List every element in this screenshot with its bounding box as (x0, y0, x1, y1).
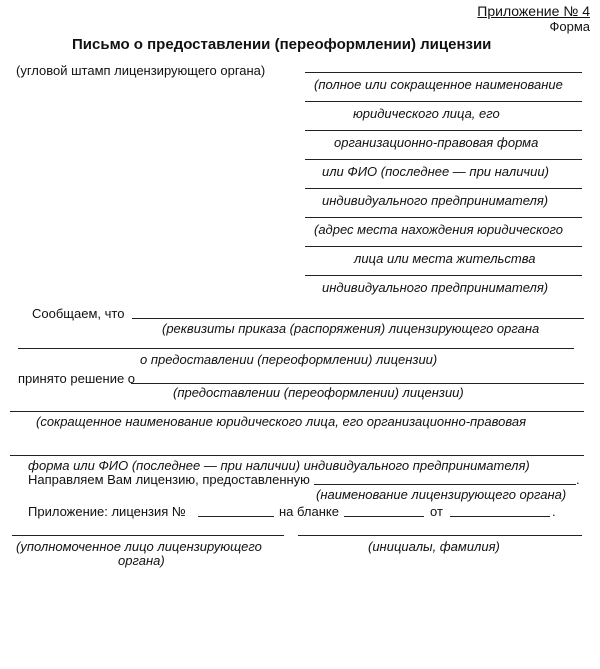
from-label: от (430, 504, 443, 519)
blank-number-line (344, 516, 424, 517)
name-signature-line (298, 535, 582, 536)
stamp-label: (угловой штамп лицензирующего органа) (16, 63, 266, 78)
decision-line (131, 383, 584, 384)
attachment-period: . (552, 504, 556, 519)
addressee-hint: индивидуального предпринимателя) (322, 280, 549, 295)
official-hint-2: органа) (118, 553, 165, 568)
addressee-line (305, 188, 582, 189)
form-label: Форма (549, 19, 590, 34)
licensee-name-line (10, 411, 584, 412)
licensee-name-hint: (сокращенное наименование юридического лица, его организационно-правовая (36, 414, 527, 429)
decision-hint: (предоставлении (переоформлении) лицензии) (173, 385, 464, 400)
addressee-line (305, 246, 582, 247)
addressee-hint: (адрес места нахождения юридического (314, 222, 563, 237)
send-hint: (наименование лицензирующего органа) (316, 487, 567, 502)
inform-label: Сообщаем, что (32, 306, 125, 321)
official-signature-line (12, 535, 284, 536)
licensing-authority-line (314, 484, 576, 485)
order-details-line (132, 318, 584, 319)
addressee-hint: организационно-правовая форма (334, 135, 539, 150)
licensee-name-hint-2: форма или ФИО (последнее — при наличии) индивидуального предпринимателя) (28, 458, 530, 473)
send-label: Направляем Вам лицензию, предоставленную (28, 472, 310, 487)
addressee-line (305, 72, 582, 73)
order-hint-2: о предоставлении (переоформлении) лицензии) (140, 352, 438, 367)
decision-label: принято решение о (18, 371, 136, 386)
license-date-line (450, 516, 550, 517)
send-period: . (576, 472, 580, 487)
addressee-line (305, 275, 582, 276)
name-hint: (инициалы, фамилия) (368, 539, 500, 554)
order-hint: (реквизиты приказа (распоряжения) лицензирующего органа (162, 321, 540, 336)
addressee-line (305, 101, 582, 102)
addressee-hint: индивидуального предпринимателя) (322, 193, 549, 208)
document-title: Письмо о предоставлении (переоформлении) лицензии (72, 36, 492, 53)
order-details-line-2 (18, 348, 574, 349)
blank-label: на бланке (279, 504, 339, 519)
official-hint: (уполномоченное лицо лицензирующего (16, 539, 262, 554)
attachment-label: Приложение: лицензия № (28, 504, 186, 519)
licensee-name-line-2 (10, 455, 584, 456)
license-number-line (198, 516, 274, 517)
addressee-line (305, 217, 582, 218)
addressee-line (305, 159, 582, 160)
addressee-hint: (полное или сокращенное наименование (314, 77, 563, 92)
addressee-hint: юридического лица, его (353, 106, 500, 121)
addressee-hint: лица или места жительства (354, 251, 536, 266)
appendix-number: Приложение № 4 (477, 3, 590, 19)
addressee-hint: или ФИО (последнее — при наличии) (322, 164, 549, 179)
addressee-line (305, 130, 582, 131)
